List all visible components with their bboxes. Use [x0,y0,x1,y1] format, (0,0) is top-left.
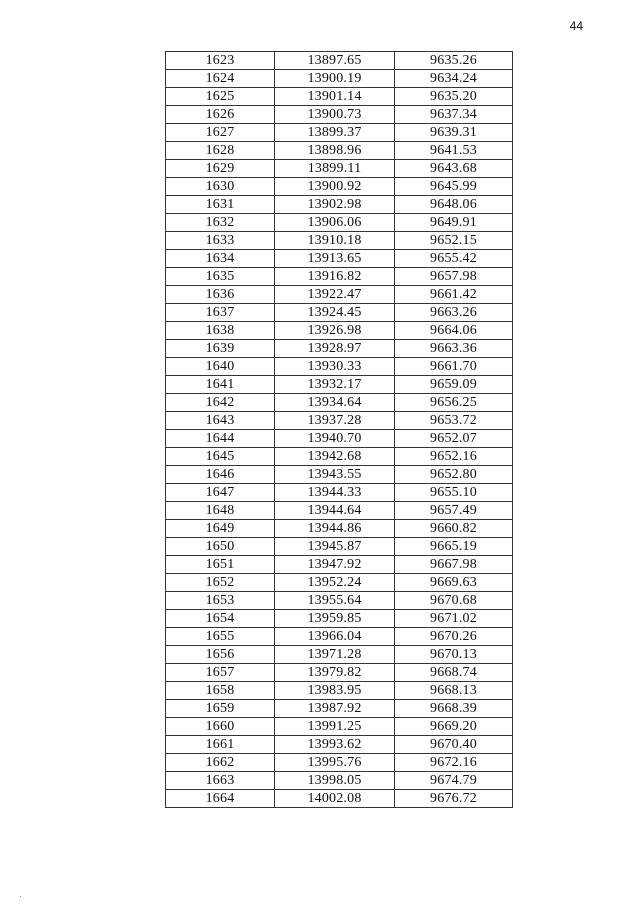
point-number-cell: 1662 [166,754,275,772]
point-number-cell: 1653 [166,592,275,610]
table-row [166,448,513,466]
table-row [166,718,513,736]
y-coordinate-cell: 9670.68 [395,592,513,610]
x-coordinate-cell: 13987.92 [275,700,395,718]
point-number-cell: 1648 [166,502,275,520]
table-row [166,700,513,718]
table-row [166,124,513,142]
point-number-cell: 1657 [166,664,275,682]
y-coordinate-cell: 9659.09 [395,376,513,394]
y-coordinate-cell: 9674.79 [395,772,513,790]
point-number-cell: 1631 [166,196,275,214]
y-coordinate-cell: 9661.70 [395,358,513,376]
table-row [166,628,513,646]
x-coordinate-cell: 13940.70 [275,430,395,448]
x-coordinate-cell: 13916.82 [275,268,395,286]
y-coordinate-cell: 9669.20 [395,718,513,736]
point-number-cell: 1663 [166,772,275,790]
table-row [166,286,513,304]
x-coordinate-cell: 13955.64 [275,592,395,610]
x-coordinate-cell: 14002.08 [275,790,395,808]
y-coordinate-cell: 9664.06 [395,322,513,340]
table-row [166,574,513,592]
x-coordinate-cell: 13922.47 [275,286,395,304]
table-row [166,538,513,556]
y-coordinate-cell: 9643.68 [395,160,513,178]
x-coordinate-cell: 13910.18 [275,232,395,250]
point-number-cell: 1652 [166,574,275,592]
table-row [166,268,513,286]
table-row [166,520,513,538]
point-number-cell: 1629 [166,160,275,178]
point-number-cell: 1661 [166,736,275,754]
point-number-cell: 1628 [166,142,275,160]
x-coordinate-cell: 13913.65 [275,250,395,268]
x-coordinate-cell: 13926.98 [275,322,395,340]
x-coordinate-cell: 13942.68 [275,448,395,466]
y-coordinate-cell: 9648.06 [395,196,513,214]
x-coordinate-cell: 13897.65 [275,52,395,70]
point-number-cell: 1647 [166,484,275,502]
x-coordinate-cell: 13944.86 [275,520,395,538]
table-row [166,466,513,484]
y-coordinate-cell: 9652.15 [395,232,513,250]
table-row [166,430,513,448]
table-row [166,754,513,772]
table-row [166,178,513,196]
point-number-cell: 1646 [166,466,275,484]
point-number-cell: 1627 [166,124,275,142]
table-row [166,484,513,502]
y-coordinate-cell: 9672.16 [395,754,513,772]
point-number-cell: 1632 [166,214,275,232]
y-coordinate-cell: 9667.98 [395,556,513,574]
point-number-cell: 1650 [166,538,275,556]
x-coordinate-cell: 13945.87 [275,538,395,556]
table-row [166,376,513,394]
point-number-cell: 1623 [166,52,275,70]
table-row [166,394,513,412]
table-row [166,214,513,232]
y-coordinate-cell: 9641.53 [395,142,513,160]
y-coordinate-cell: 9665.19 [395,538,513,556]
y-coordinate-cell: 9661.42 [395,286,513,304]
point-number-cell: 1640 [166,358,275,376]
x-coordinate-cell: 13899.37 [275,124,395,142]
point-number-cell: 1626 [166,106,275,124]
y-coordinate-cell: 9668.74 [395,664,513,682]
table-row [166,340,513,358]
x-coordinate-cell: 13928.97 [275,340,395,358]
table-row [166,610,513,628]
y-coordinate-cell: 9653.72 [395,412,513,430]
y-coordinate-cell: 9635.20 [395,88,513,106]
point-number-cell: 1645 [166,448,275,466]
table-row [166,682,513,700]
y-coordinate-cell: 9657.49 [395,502,513,520]
x-coordinate-cell: 13932.17 [275,376,395,394]
point-number-cell: 1660 [166,718,275,736]
table-row [166,232,513,250]
coordinates-table [165,51,513,808]
x-coordinate-cell: 13937.28 [275,412,395,430]
point-number-cell: 1635 [166,268,275,286]
x-coordinate-cell: 13944.64 [275,502,395,520]
point-number-cell: 1638 [166,322,275,340]
y-coordinate-cell: 9668.13 [395,682,513,700]
page-number: 44 [569,19,583,33]
y-coordinate-cell: 9668.39 [395,700,513,718]
y-coordinate-cell: 9663.36 [395,340,513,358]
point-number-cell: 1643 [166,412,275,430]
y-coordinate-cell: 9649.91 [395,214,513,232]
y-coordinate-cell: 9637.34 [395,106,513,124]
point-number-cell: 1633 [166,232,275,250]
x-coordinate-cell: 13901.14 [275,88,395,106]
scan-speck [20,896,21,897]
x-coordinate-cell: 13900.73 [275,106,395,124]
y-coordinate-cell: 9645.99 [395,178,513,196]
table-row [166,556,513,574]
x-coordinate-cell: 13899.11 [275,160,395,178]
y-coordinate-cell: 9670.40 [395,736,513,754]
point-number-cell: 1656 [166,646,275,664]
coordinates-table-body [166,52,513,808]
x-coordinate-cell: 13902.98 [275,196,395,214]
table-row [166,304,513,322]
table-row [166,664,513,682]
point-number-cell: 1624 [166,70,275,88]
point-number-cell: 1654 [166,610,275,628]
y-coordinate-cell: 9655.10 [395,484,513,502]
point-number-cell: 1658 [166,682,275,700]
point-number-cell: 1659 [166,700,275,718]
y-coordinate-cell: 9670.13 [395,646,513,664]
table-row [166,70,513,88]
point-number-cell: 1637 [166,304,275,322]
x-coordinate-cell: 13944.33 [275,484,395,502]
table-row [166,160,513,178]
point-number-cell: 1639 [166,340,275,358]
point-number-cell: 1664 [166,790,275,808]
x-coordinate-cell: 13952.24 [275,574,395,592]
x-coordinate-cell: 13959.85 [275,610,395,628]
x-coordinate-cell: 13924.45 [275,304,395,322]
y-coordinate-cell: 9669.63 [395,574,513,592]
y-coordinate-cell: 9657.98 [395,268,513,286]
y-coordinate-cell: 9656.25 [395,394,513,412]
x-coordinate-cell: 13934.64 [275,394,395,412]
table-row [166,646,513,664]
y-coordinate-cell: 9652.07 [395,430,513,448]
y-coordinate-cell: 9655.42 [395,250,513,268]
point-number-cell: 1630 [166,178,275,196]
x-coordinate-cell: 13898.96 [275,142,395,160]
x-coordinate-cell: 13943.55 [275,466,395,484]
table-row [166,250,513,268]
table-row [166,322,513,340]
point-number-cell: 1636 [166,286,275,304]
y-coordinate-cell: 9634.24 [395,70,513,88]
table-row [166,772,513,790]
point-number-cell: 1634 [166,250,275,268]
x-coordinate-cell: 13966.04 [275,628,395,646]
point-number-cell: 1644 [166,430,275,448]
y-coordinate-cell: 9676.72 [395,790,513,808]
y-coordinate-cell: 9670.26 [395,628,513,646]
point-number-cell: 1655 [166,628,275,646]
table-row [166,88,513,106]
x-coordinate-cell: 13991.25 [275,718,395,736]
table-row [166,142,513,160]
point-number-cell: 1642 [166,394,275,412]
y-coordinate-cell: 9660.82 [395,520,513,538]
x-coordinate-cell: 13900.92 [275,178,395,196]
point-number-cell: 1649 [166,520,275,538]
x-coordinate-cell: 13993.62 [275,736,395,754]
x-coordinate-cell: 13998.05 [275,772,395,790]
x-coordinate-cell: 13947.92 [275,556,395,574]
y-coordinate-cell: 9652.16 [395,448,513,466]
table-row [166,52,513,70]
table-row [166,358,513,376]
y-coordinate-cell: 9663.26 [395,304,513,322]
table-row [166,736,513,754]
x-coordinate-cell: 13930.33 [275,358,395,376]
x-coordinate-cell: 13979.82 [275,664,395,682]
table-row [166,196,513,214]
y-coordinate-cell: 9671.02 [395,610,513,628]
x-coordinate-cell: 13995.76 [275,754,395,772]
point-number-cell: 1641 [166,376,275,394]
table-row [166,790,513,808]
x-coordinate-cell: 13971.28 [275,646,395,664]
point-number-cell: 1651 [166,556,275,574]
table-row [166,592,513,610]
y-coordinate-cell: 9635.26 [395,52,513,70]
x-coordinate-cell: 13983.95 [275,682,395,700]
table-row [166,502,513,520]
x-coordinate-cell: 13900.19 [275,70,395,88]
table-row [166,412,513,430]
point-number-cell: 1625 [166,88,275,106]
table-row [166,106,513,124]
y-coordinate-cell: 9639.31 [395,124,513,142]
y-coordinate-cell: 9652.80 [395,466,513,484]
x-coordinate-cell: 13906.06 [275,214,395,232]
